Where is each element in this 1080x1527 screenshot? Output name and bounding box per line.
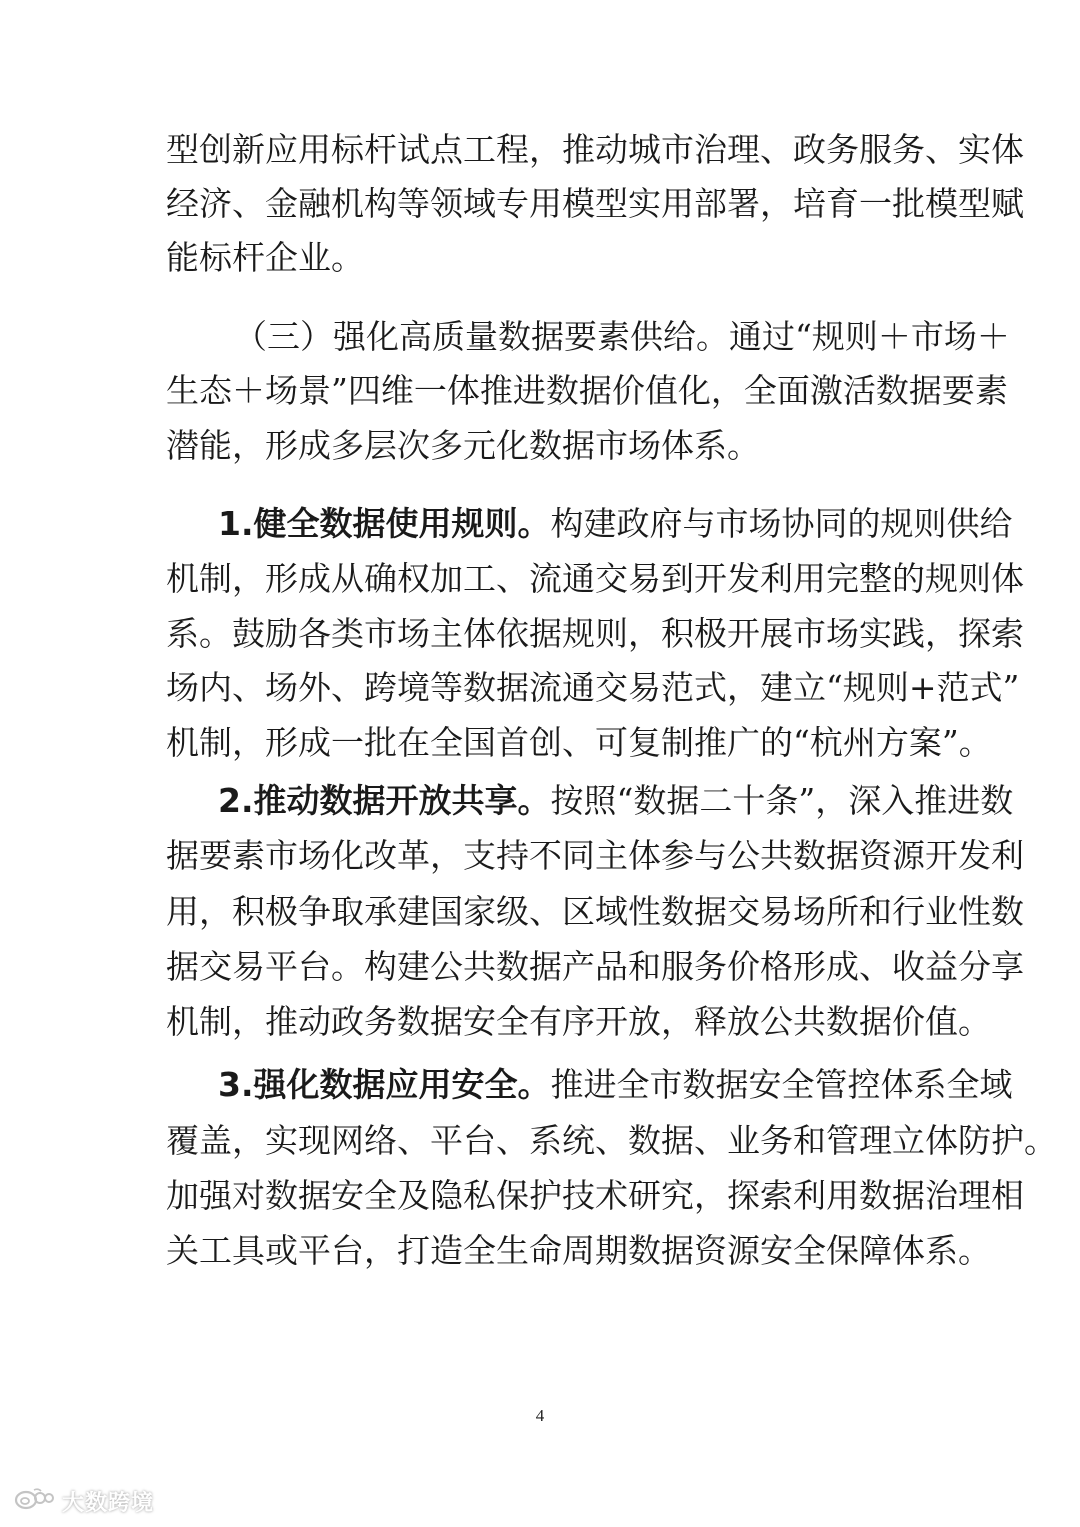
text-line: 机制，推动政务数据安全有序开放，释放公共数据价值。 bbox=[166, 1002, 991, 1041]
text-line: 生态＋场景”四维一体推进数据价值化，全面激活数据要素 bbox=[166, 371, 1008, 410]
section-heading: （三）强化高质量数据要素供给。通过“规则＋市场＋ bbox=[234, 317, 1010, 356]
paragraph-start bbox=[218, 502, 1013, 546]
text-line: 场内、场外、跨境等数据流通交易范式，建立“规则+范式” bbox=[166, 668, 1020, 707]
weibo-icon bbox=[14, 1485, 54, 1517]
subheading: 1.健全数据使用规则。 bbox=[218, 504, 551, 543]
text-line: 机制，形成从确权加工、流通交易到开发利用完整的规则体 bbox=[166, 559, 1024, 598]
paragraph-start bbox=[218, 779, 1013, 823]
text-run: 构建政府与市场协同的规则供给 bbox=[550, 504, 1013, 543]
text-line: 据交易平台。构建公共数据产品和服务价格形成、收益分享 bbox=[166, 947, 1024, 986]
text-line: 用，积极争取承建国家级、区域性数据交易场所和行业性数 bbox=[166, 892, 1024, 931]
text-run: 按照“数据二十条”，深入推进数 bbox=[550, 781, 1014, 820]
subheading: 3.强化数据应用安全。 bbox=[218, 1065, 551, 1104]
text-line: 潜能，形成多层次多元化数据市场体系。 bbox=[166, 426, 760, 465]
text-line: 经济、金融机构等领域专用模型实用部署，培育一批模型赋 bbox=[166, 184, 1024, 223]
text-line: 关工具或平台，打造全生命周期数据资源安全保障体系。 bbox=[166, 1231, 991, 1270]
text-line: 机制，形成一批在全国首创、可复制推广的“杭州方案”。 bbox=[166, 723, 992, 762]
watermark bbox=[14, 1486, 154, 1516]
text-line: 据要素市场化改革，支持不同主体参与公共数据资源开发利 bbox=[166, 836, 1024, 875]
text-line: 能标杆企业。 bbox=[166, 238, 364, 277]
text-line: 型创新应用标杆试点工程，推动城市治理、政务服务、实体 bbox=[166, 130, 1024, 169]
subheading: 2.推动数据开放共享。 bbox=[218, 781, 551, 820]
text-line: 系。鼓励各类市场主体依据规则，积极开展市场实践，探索 bbox=[166, 614, 1024, 653]
page-number: 4 bbox=[535, 1406, 545, 1425]
watermark-text: 大数跨境 bbox=[62, 1490, 155, 1516]
text-run: 推进全市数据安全管控体系全域 bbox=[550, 1065, 1013, 1104]
text-line: 覆盖，实现网络、平台、系统、数据、业务和管理立体防护。 bbox=[166, 1121, 1057, 1160]
paragraph-start bbox=[218, 1063, 1013, 1107]
text-line: 加强对数据安全及隐私保护技术研究，探索利用数据治理相 bbox=[166, 1176, 1024, 1215]
